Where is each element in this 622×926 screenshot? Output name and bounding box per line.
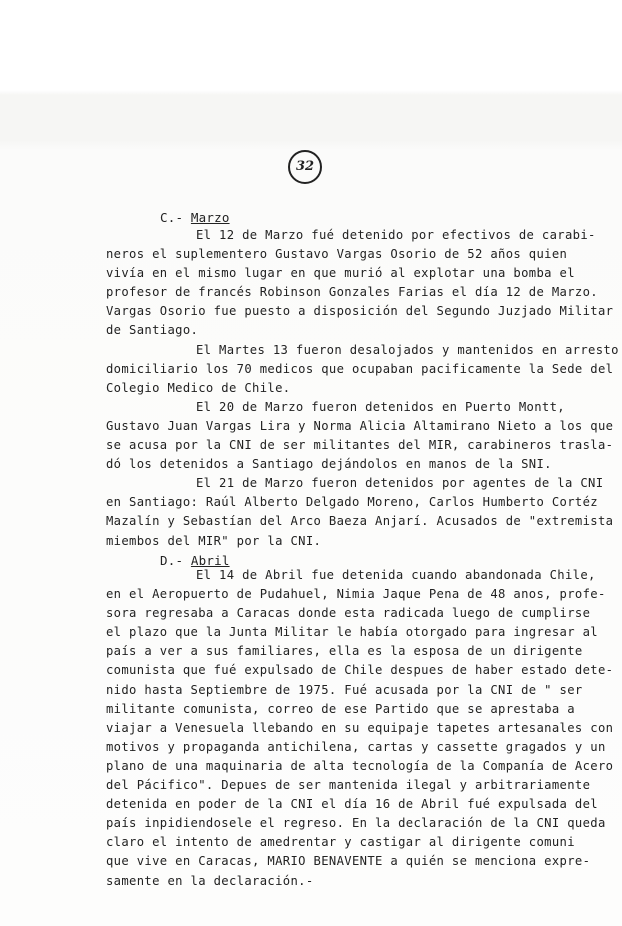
text-line: sora regresaba a Caracas donde esta radicada luego de cumplirse bbox=[106, 606, 591, 621]
text-line: El 21 de Marzo fueron detenidos por agentes de la CNI bbox=[196, 476, 604, 491]
text-line: El 12 de Marzo fué detenido por efectivos de carabi- bbox=[196, 228, 596, 242]
text-line: claro el intento de amedrentar y castigar al dirigente comuni bbox=[106, 835, 575, 850]
text-line: el plazo que la Junta Militar le había otorgado para ingresar al bbox=[106, 625, 598, 640]
section-letter: C.- bbox=[160, 210, 184, 225]
text-line: Colegio Medico de Chile. bbox=[106, 380, 291, 395]
text-line: que vive en Caracas, MARIO BENAVENTE a quién se menciona expre- bbox=[106, 854, 591, 869]
text-line: neros el suplementero Gustavo Vargas Osorio de 52 años quien bbox=[106, 247, 568, 262]
section-body-abril bbox=[106, 566, 614, 891]
section-title: Marzo bbox=[190, 210, 230, 225]
text-line: plano de una maquinaria de alta tecnología de la Companía de Acero bbox=[106, 758, 614, 773]
text-line: Mazalín y Sebastían del Arco Baeza Anjarí. Acusados de "extremista bbox=[106, 514, 614, 529]
section-letter: D.- bbox=[160, 553, 184, 568]
text-line: miembos del MIR" por la CNI. bbox=[106, 533, 322, 548]
section-heading-marzo bbox=[160, 210, 230, 225]
text-line: motivos y propaganda antichilena, cartas y cassette gragados y un bbox=[106, 739, 606, 754]
text-line: Gustavo Juan Vargas Lira y Norma Alicia Altamirano Nieto a los que bbox=[106, 418, 614, 433]
text-line: viajar a Venesuela llebando en su equipaje tapetes artesanales con bbox=[106, 720, 614, 735]
text-line: en el Aeropuerto de Pudahuel, Nimia Jaque Pena de 48 anos, profe- bbox=[106, 587, 606, 602]
text-line: profesor de francés Robinson Gonzales Farias el día 12 de Marzo. bbox=[106, 285, 598, 300]
text-line: El 14 de Abril fue detenida cuando abandonada Chile, bbox=[196, 568, 596, 582]
section-title: Abril bbox=[190, 553, 230, 568]
text-line: vivía en el mismo lugar en que murió al explotar una bomba el bbox=[106, 266, 575, 281]
text-line: El 20 de Marzo fueron detenidos en Puerto Montt, bbox=[196, 399, 565, 414]
text-line: en Santiago: Raúl Alberto Delgado Moreno, Carlos Humberto Cortéz bbox=[106, 495, 598, 510]
text-line: Vargas Osorio fue puesto a disposición del Segundo Juzjado Militar bbox=[106, 304, 614, 319]
text-line: comunista que fué expulsado de Chile despues de haber estado dete- bbox=[106, 663, 614, 678]
page-number: 32 bbox=[288, 150, 322, 184]
text-line: dó los detenidos a Santiago dejándolos en manos de la SNI. bbox=[106, 457, 552, 472]
text-line: del Pácifico". Depues de ser mantenida ilegal y arbitrariamente bbox=[106, 778, 591, 793]
text-line: país a ver a sus familiares, ella es la esposa de un dirigente bbox=[106, 644, 583, 659]
text-line: se acusa por la CNI de ser militantes del MIR, carabineros trasla- bbox=[106, 438, 614, 453]
text-line: samente en la declaración.- bbox=[106, 873, 314, 888]
text-line: país inpidiendosele el regreso. En la declaración de la CNI queda bbox=[106, 816, 606, 831]
text-line: domiciliario los 70 medicos que ocupaban pacificamente la Sede del bbox=[106, 361, 614, 376]
section-body-marzo bbox=[106, 226, 619, 551]
text-line: detenida en poder de la CNI el día 16 de Abril fué expulsada del bbox=[106, 797, 598, 812]
text-line: de Santiago. bbox=[106, 323, 199, 338]
text-line: militante comunista, correo de ese Partido que se aprestaba a bbox=[106, 701, 575, 716]
text-line: El Martes 13 fueron desalojados y mantenidos en arresto bbox=[196, 342, 619, 357]
text-line: nido hasta Septiembre de 1975. Fué acusada por la CNI de " ser bbox=[106, 682, 583, 697]
